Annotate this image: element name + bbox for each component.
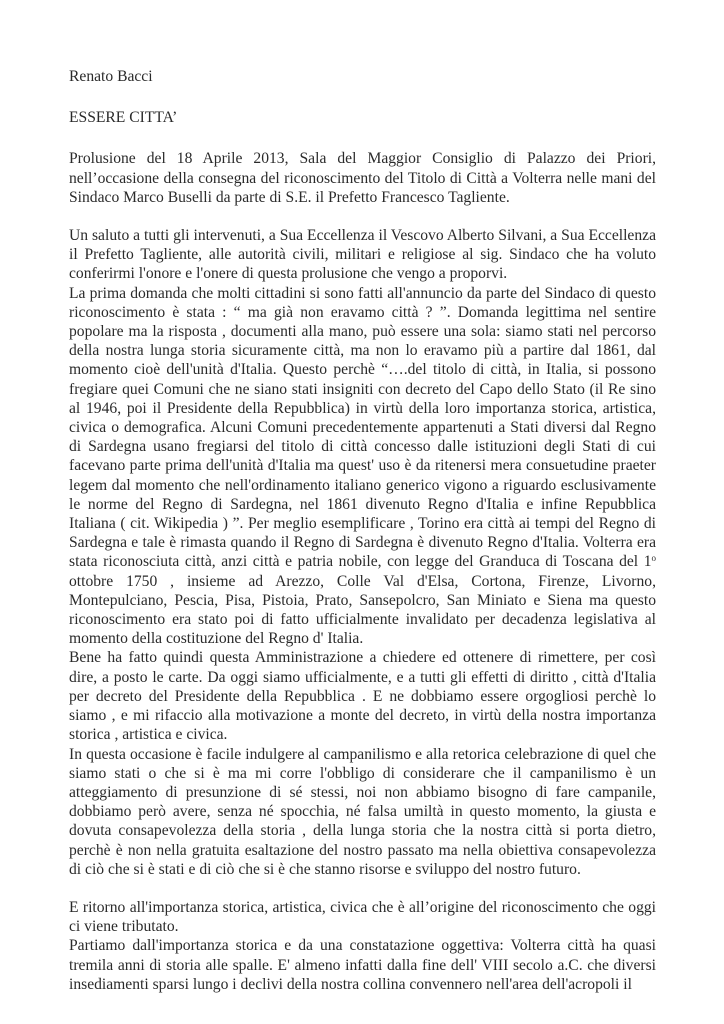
- author-name: Renato Bacci: [69, 68, 153, 85]
- paragraph-first-question-continuation: ottobre 1750 , insieme ad Arezzo, Colle Val d'Elsa, Cortona, Firenze, Livorno, Montepulciano, Pescia, Pisa, Pistoia, Prato, Sansepolcro, San Miniato e Siena ma questo riconoscimento era stato poi di fatto ufficialmente invalidato per decadenza legislativa al momento della costituzione del Regno d' Italia.: [69, 572, 656, 648]
- paragraph-intro: Prolusione del 18 Aprile 2013, Sala del Maggior Consiglio di Palazzo dei Priori, nell’occasione della consegna del riconoscimento del Titolo di Città a Volterra nelle mani del Sindaco Marco Buselli da parte di S.E. il Prefetto Francesco Tagliente.: [69, 150, 656, 206]
- document-body: [69, 67, 656, 994]
- document-title: ESSERE CITTA’: [69, 109, 178, 127]
- paragraph-administration: Bene ha fatto quindi questa Amministrazione a chiedere ed ottenere di rimettere, per così dire, a posto le carte. Da oggi siamo ufficialmente, e a tutti gli effetti di diritto , città d'Italia per decreto del Presidente della Repubblica . E ne dobbiamo essere orgogliosi perchè lo siamo , e mi rifaccio alla motivazione a monte del decreto, in virtù della nostra importanza storica , artistica e civica.: [69, 649, 656, 744]
- paragraph-first-question-text: La prima domanda che molti cittadini si sono fatti all'annuncio da parte del Sindaco di questo riconoscimento è stata : “ ma già non eravamo città ? ”. Domanda legittima nel sentire popolare ma la risposta , documenti alla mano, può essere una sola: siamo stati nel percorso della nostra lunga storia sicuramente città, ma non lo eravamo più a partire dal 1861, dal momento cioè dell'unità d'Italia. Questo perchè “….del titolo di città, in Italia, si possono fregiare quei Comuni che ne siano stati insigniti con decreto del Capo dello Stato (il Re sino al 1946, poi il Presidente della Repubblica) in virtù della loro importanza storica, artistica, civica o demografica. Alcuni Comuni precedentemente appartenuti a Stati diversi dal Regno di Sardegna usano fregiarsi del titolo di città concesso dalle istituzioni degli Stati di cui facevano parte prima dell'unità d'Italia ma quest' uso è da ritenersi mera consuetudine praeter legem dal momento che nell'ordinamento italiano generico vigono a riguardo esclusivamente le norme del Regno di Sardegna, nel 1861 divenuto Regno d'Italia e infine Repubblica Italiana ( cit. Wikipedia ) ”. Per meglio esemplificare , Torino era città ai tempi del Regno di Sardegna e tale è rimasta quando il Regno di Sardegna è divenuto Regno d'Italia. Volterra era stata riconosciuta città, anzi città e patria nobile, con legge del Granduca di Toscana del 1: [69, 284, 656, 571]
- paragraph-first-question: [69, 284, 656, 649]
- paragraph-return: E ritorno all'importanza storica, artistica, civica che è all’origine del riconoscimento che oggi ci viene tributato.: [69, 898, 656, 936]
- paragraph-greeting: Un saluto a tutti gli intervenuti, a Sua Eccellenza il Vescovo Alberto Silvani, a Sua Eccellenza il Prefetto Tagliente, alle autorità civili, militari e religiose al sig. Sindaco che ha voluto conferirmi l'onore e l'onere di questa prolusione che vengo a proporvi.: [69, 227, 656, 283]
- paragraph-campanilismo: In questa occasione è facile indulgere al campanilismo e alla retorica celebrazione di quel che siamo stati o che si è ma mi corre l'obbligo di considerare che il campanilismo è un atteggiamento di presunzione di sé stessi, noi non abbiamo bisogno di fare campanile, dobbiamo però avere, senza né spocchia, né falsa umiltà in questo momento, la giusta e dovuta consapevolezza della storia , della lunga storia che la nostra città si porta dietro, perchè è non nella gratuita esaltazione del nostro passato ma nella obiettiva consapevolezza di ciò che si è stati e di ciò che si è che stanno risorse e sviluppo del nostro futuro.: [69, 745, 656, 878]
- ordinal-indicator: o: [651, 553, 656, 564]
- paragraph-historical: Partiamo dall'importanza storica e da una constatazione oggettiva: Volterra città ha quasi tremila anni di storia alle spalle. E' almeno infatti dalla fine dell' VIII secolo a.C. che diversi insediamenti sparsi lungo i declivi della nostra collina convennero nell'area dell'acropoli il: [69, 937, 656, 993]
